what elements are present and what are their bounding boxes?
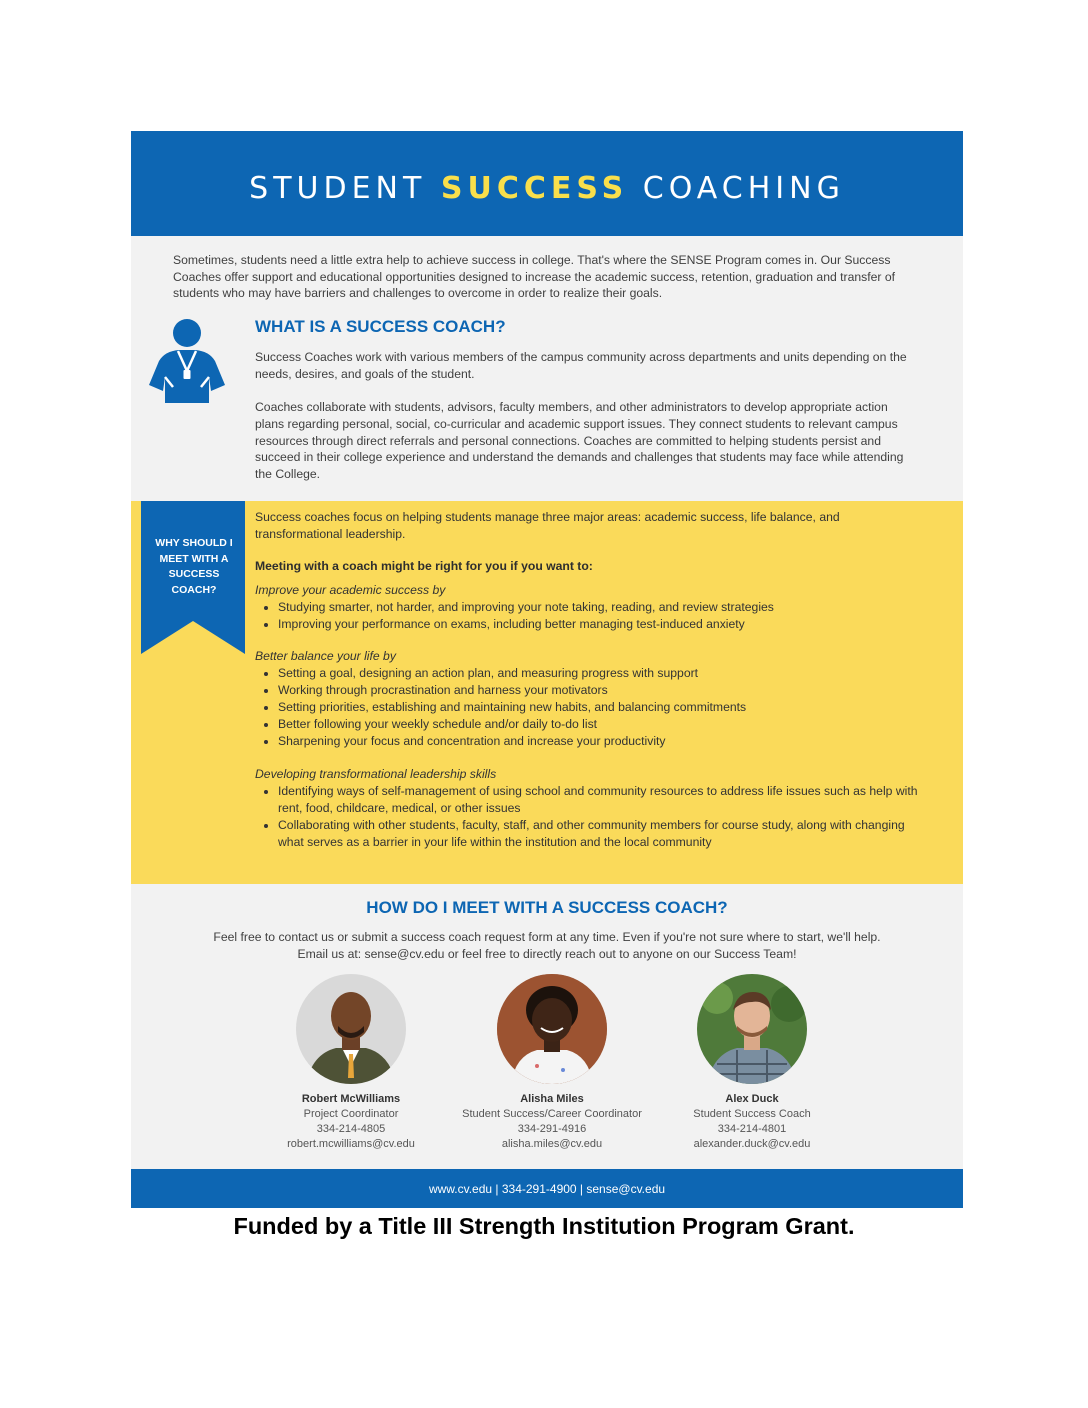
- why-content: [255, 509, 925, 866]
- footer-contact: www.cv.edu | 334-291-4900 | sense@cv.edu: [428, 1182, 666, 1196]
- list-item: • Setting priorities, establishing and maintaining new habits, and balancing commitments: [278, 699, 925, 716]
- why-section: [131, 501, 963, 884]
- avatar: [697, 974, 807, 1084]
- how-heading: HOW DO I MEET WITH A SUCCESS COACH?: [366, 898, 728, 917]
- intro-paragraph: Sometimes, students need a little extra help to achieve success in college. That's where the SENSE Program comes in. Our Success Coaches offer support and educational opportunities designed to increase the academic success, retention, graduation and transfer of students who may have barriers and challenges to overcome in order to realize their goals.: [173, 253, 896, 300]
- what-is-heading: WHAT IS A SUCCESS COACH?: [255, 317, 506, 336]
- group-heading: Improve your academic success by: [255, 582, 446, 597]
- list-item: • Better following your weekly schedule and/or daily to-do list: [278, 716, 925, 733]
- group-heading: Developing transformational leadership skills: [255, 766, 497, 781]
- avatar: [296, 974, 406, 1084]
- list-item: • Studying smarter, not harder, and improving your note taking, reading, and review strategies: [278, 599, 925, 616]
- list-item: • Collaborating with other students, faculty, staff, and other community members for course study, along with changing what serves as a barrier in your life within the institution and the local community: [278, 817, 925, 851]
- member-name: Alisha Miles: [520, 1093, 584, 1105]
- team-member: [251, 974, 451, 1152]
- list-item: • Improving your performance on exams, including better managing test-induced anxiety: [278, 616, 925, 633]
- member-email: robert.mcwilliams@cv.edu: [287, 1138, 415, 1150]
- list-item: • Working through procrastination and harness your motivators: [278, 682, 925, 699]
- member-email: alisha.miles@cv.edu: [501, 1138, 603, 1150]
- title-highlight: SUCCESS: [440, 171, 629, 206]
- avatar: [497, 974, 607, 1084]
- team-member: [452, 974, 652, 1152]
- member-phone: 334-214-4801: [717, 1123, 787, 1135]
- list-item: • Identifying ways of self-management of using school and community resources to address life issues such as help with rent, food, childcare, medical, or other issues: [278, 783, 925, 817]
- success-coach-icon: [147, 317, 227, 407]
- flyer-sheet: [131, 131, 963, 1208]
- page-title: STUDENT SUCCESS COACHING: [249, 171, 845, 206]
- footer-bar: [131, 1169, 963, 1208]
- header-banner: [131, 131, 963, 236]
- funding-note: Funded by a Title III Strength Institution Program Grant.: [233, 1213, 855, 1239]
- list-item: • Setting a goal, designing an action plan, and measuring progress with support: [278, 665, 925, 682]
- member-phone: 334-214-4805: [316, 1123, 386, 1135]
- what-paragraph: Coaches collaborate with students, advisors, faculty members, and other administrators to develop appropriate action plans regarding personal, social, co-curricular and academic support issues. They connect students to relevant campus resources through direct referrals and personal connections. Coaches are committed to helping students persist and succeed in their college experience and understand the demands and challenges that students may face while attending the College.: [255, 400, 904, 482]
- member-role: Project Coordinator: [303, 1108, 399, 1120]
- member-name: Robert McWilliams: [301, 1093, 401, 1105]
- member-role: Student Success Coach: [693, 1108, 811, 1120]
- how-paragraph: Feel free to contact us or submit a success coach request form at any time. Even if you're not sure where to start, we'll help. Email us at: sense@cv.edu or feel free to directly reach out to anyone on our Success Team!: [213, 930, 881, 961]
- member-name: Alex Duck: [725, 1093, 779, 1105]
- member-role: Student Success/Career Coordinator: [462, 1108, 642, 1120]
- team-member: [652, 974, 852, 1152]
- member-phone: 334-291-4916: [517, 1123, 587, 1135]
- member-email: alexander.duck@cv.edu: [693, 1138, 811, 1150]
- why-bold-line: Meeting with a coach might be right for you if you want to:: [255, 558, 593, 573]
- ribbon-label: WHY SHOULD I MEET WITH A SUCCESS COACH?: [155, 537, 233, 596]
- why-lead: Success coaches focus on helping students manage three major areas: academic success, life balance, and transformational leadership.: [255, 510, 840, 541]
- what-paragraph: Success Coaches work with various members of the campus community across departments and units depending on the needs, desires, and goals of the student.: [255, 350, 907, 381]
- group-list: [255, 599, 925, 633]
- group-list: [255, 665, 925, 750]
- group-heading: Better balance your life by: [255, 649, 396, 664]
- team-section: [131, 974, 963, 1154]
- list-item: • Sharpening your focus and concentration and increase your productivity: [278, 733, 925, 750]
- group-list: [255, 783, 925, 851]
